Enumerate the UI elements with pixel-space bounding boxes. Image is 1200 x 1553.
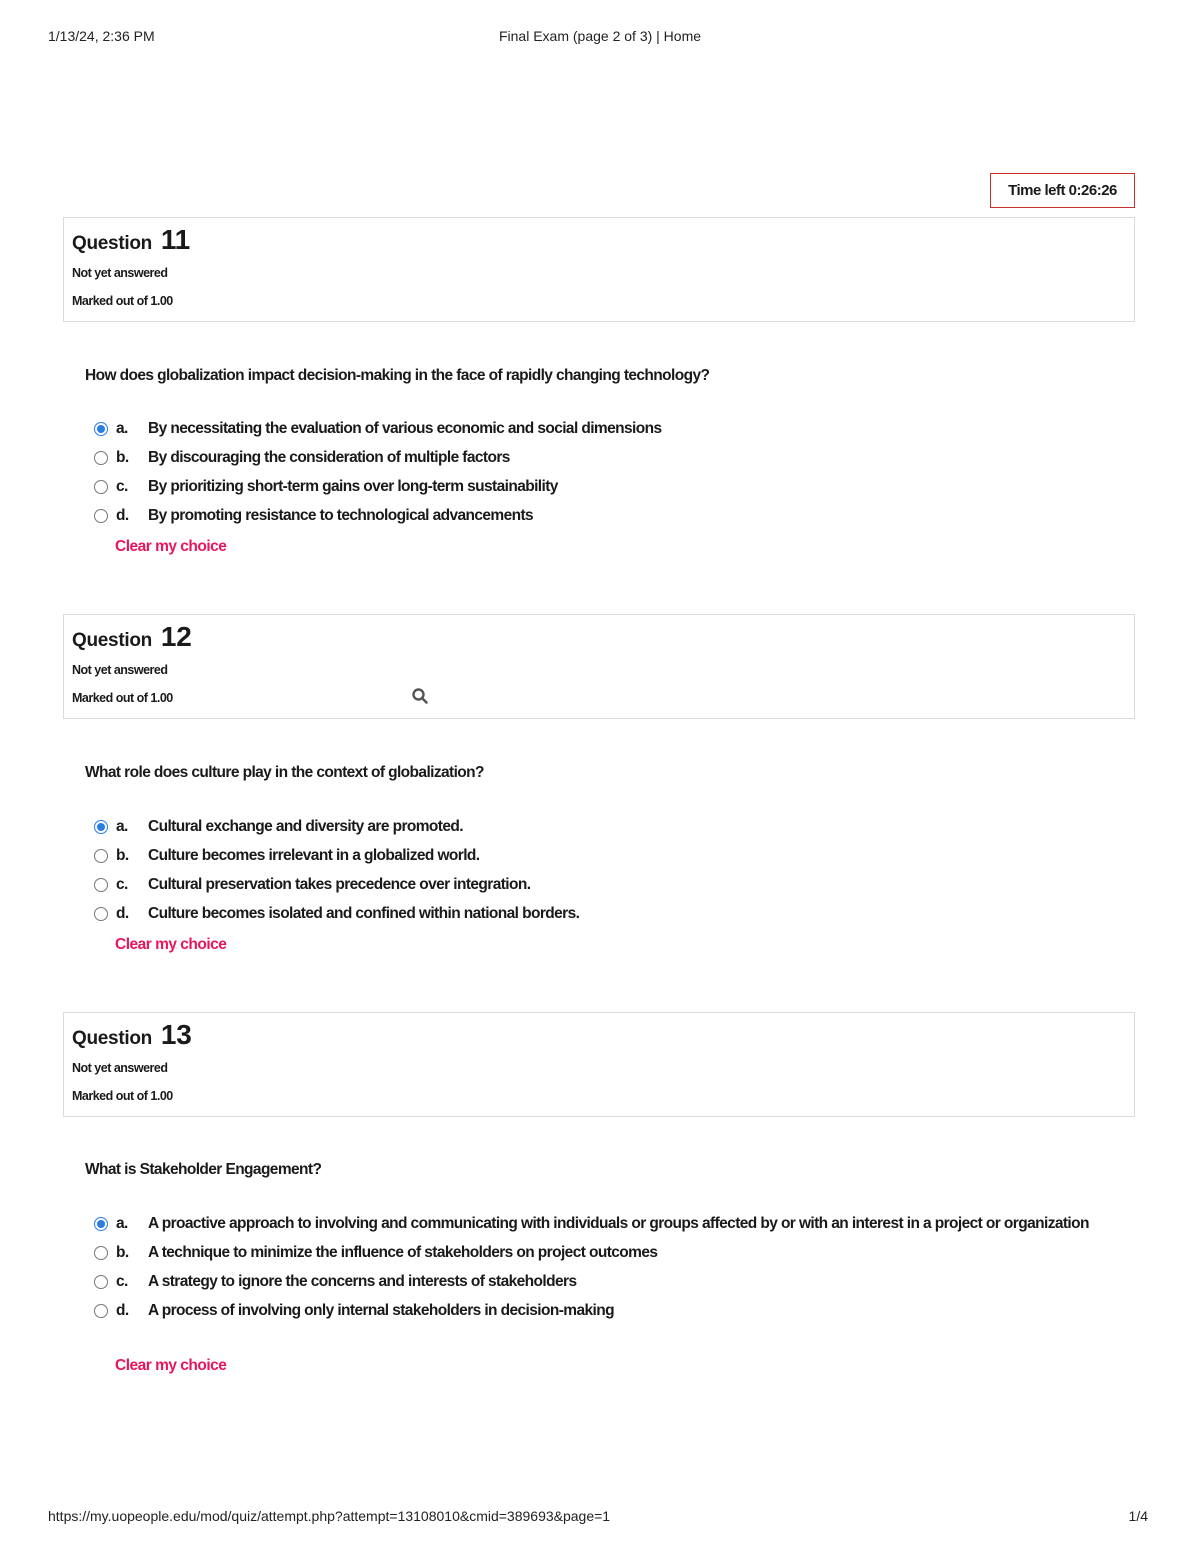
- print-header: [48, 28, 1152, 48]
- answer-option[interactable]: [94, 902, 1114, 926]
- answer-text: By necessitating the evaluation of various economic and social dimensions: [148, 420, 662, 437]
- page-url: https://my.uopeople.edu/mod/quiz/attempt.php?attempt=13108010&cmid=389693&page=1: [48, 1508, 611, 1524]
- answer-letter: a.: [116, 818, 128, 835]
- answer-text: Cultural exchange and diversity are promoted.: [148, 818, 463, 835]
- question-number: 11: [160, 224, 190, 255]
- answer-letter: a.: [116, 1215, 128, 1232]
- print-date: 1/13/24, 2:36 PM: [48, 28, 155, 44]
- answer-text: By discouraging the consideration of multiple factors: [148, 449, 510, 466]
- search-icon[interactable]: [411, 687, 431, 707]
- answer-text: Culture becomes irrelevant in a globalized world.: [148, 847, 480, 864]
- question-number: 12: [160, 621, 192, 652]
- answer-list-11: [94, 417, 1114, 533]
- answer-option[interactable]: [94, 873, 1114, 897]
- radio-button[interactable]: [94, 1246, 108, 1260]
- question-state: Not yet answered: [72, 266, 168, 280]
- clear-choice-link[interactable]: Clear my choice: [115, 936, 227, 953]
- answer-option[interactable]: [94, 417, 1114, 441]
- question-info-11: [63, 217, 1135, 322]
- answer-text: A technique to minimize the influence of stakeholders on project outcomes: [148, 1244, 658, 1261]
- time-left: Time left 0:26:26: [990, 173, 1135, 208]
- radio-button[interactable]: [94, 451, 108, 465]
- radio-button[interactable]: [94, 820, 108, 834]
- radio-button[interactable]: [94, 878, 108, 892]
- question-grade: Marked out of 1.00: [72, 1089, 173, 1103]
- radio-button[interactable]: [94, 509, 108, 523]
- answer-letter: b.: [116, 449, 129, 466]
- question-info-13: [63, 1012, 1135, 1117]
- question-title: [72, 1019, 191, 1051]
- question-label: Question: [72, 1028, 152, 1049]
- answer-option[interactable]: [94, 1241, 1114, 1265]
- answer-option[interactable]: [94, 475, 1114, 499]
- radio-button[interactable]: [94, 1304, 108, 1318]
- question-state: Not yet answered: [72, 663, 168, 677]
- question-title: [72, 621, 191, 653]
- clear-choice-link[interactable]: Clear my choice: [115, 538, 227, 555]
- answer-text: By promoting resistance to technological advancements: [148, 507, 534, 524]
- answer-text: A strategy to ignore the concerns and interests of stakeholders: [148, 1273, 577, 1290]
- answer-text: A proactive approach to involving and communicating with individuals or groups affected by or with an interest in a project or organization: [148, 1215, 1089, 1232]
- radio-button[interactable]: [94, 480, 108, 494]
- radio-button[interactable]: [94, 849, 108, 863]
- answer-option[interactable]: [94, 504, 1114, 528]
- question-state: Not yet answered: [72, 1061, 168, 1075]
- question-grade: Marked out of 1.00: [72, 294, 173, 308]
- answer-text: Culture becomes isolated and confined within national borders.: [148, 905, 580, 922]
- answer-text: A process of involving only internal stakeholders in decision-making: [148, 1302, 614, 1319]
- answer-option[interactable]: [94, 446, 1114, 470]
- answer-letter: c.: [116, 876, 128, 893]
- answer-list-12: [94, 815, 1114, 931]
- question-label: Question: [72, 630, 152, 651]
- radio-button[interactable]: [94, 1275, 108, 1289]
- answer-option[interactable]: [94, 815, 1114, 839]
- question-info-12: [63, 614, 1135, 719]
- question-grade: Marked out of 1.00: [72, 691, 173, 705]
- answer-option[interactable]: [94, 1270, 1114, 1294]
- answer-letter: c.: [116, 478, 128, 495]
- answer-letter: b.: [116, 1244, 129, 1261]
- answer-text: Cultural preservation takes precedence over integration.: [148, 876, 531, 893]
- answer-letter: d.: [116, 507, 129, 524]
- radio-button[interactable]: [94, 1217, 108, 1231]
- answer-option[interactable]: [94, 1299, 1114, 1323]
- question-number: 13: [160, 1019, 192, 1050]
- print-title: Final Exam (page 2 of 3) | Home: [498, 28, 702, 44]
- question-text: What is Stakeholder Engagement?: [85, 1161, 322, 1178]
- answer-letter: c.: [116, 1273, 128, 1290]
- question-title: [72, 224, 190, 256]
- question-label: Question: [72, 233, 152, 254]
- radio-button[interactable]: [94, 422, 108, 436]
- answer-text: By prioritizing short-term gains over long-term sustainability: [148, 478, 558, 495]
- page-number: 1/4: [1128, 1508, 1148, 1524]
- answer-letter: a.: [116, 420, 128, 437]
- answer-option[interactable]: [94, 1212, 1114, 1236]
- print-footer: [48, 1508, 1148, 1528]
- answer-letter: b.: [116, 847, 129, 864]
- answer-letter: d.: [116, 905, 129, 922]
- answer-list-13: [94, 1212, 1114, 1328]
- answer-option[interactable]: [94, 844, 1114, 868]
- answer-letter: d.: [116, 1302, 129, 1319]
- clear-choice-link[interactable]: Clear my choice: [115, 1357, 227, 1374]
- question-text: What role does culture play in the context of globalization?: [85, 764, 484, 781]
- radio-button[interactable]: [94, 907, 108, 921]
- question-text: How does globalization impact decision-making in the face of rapidly changing technology?: [85, 367, 710, 384]
